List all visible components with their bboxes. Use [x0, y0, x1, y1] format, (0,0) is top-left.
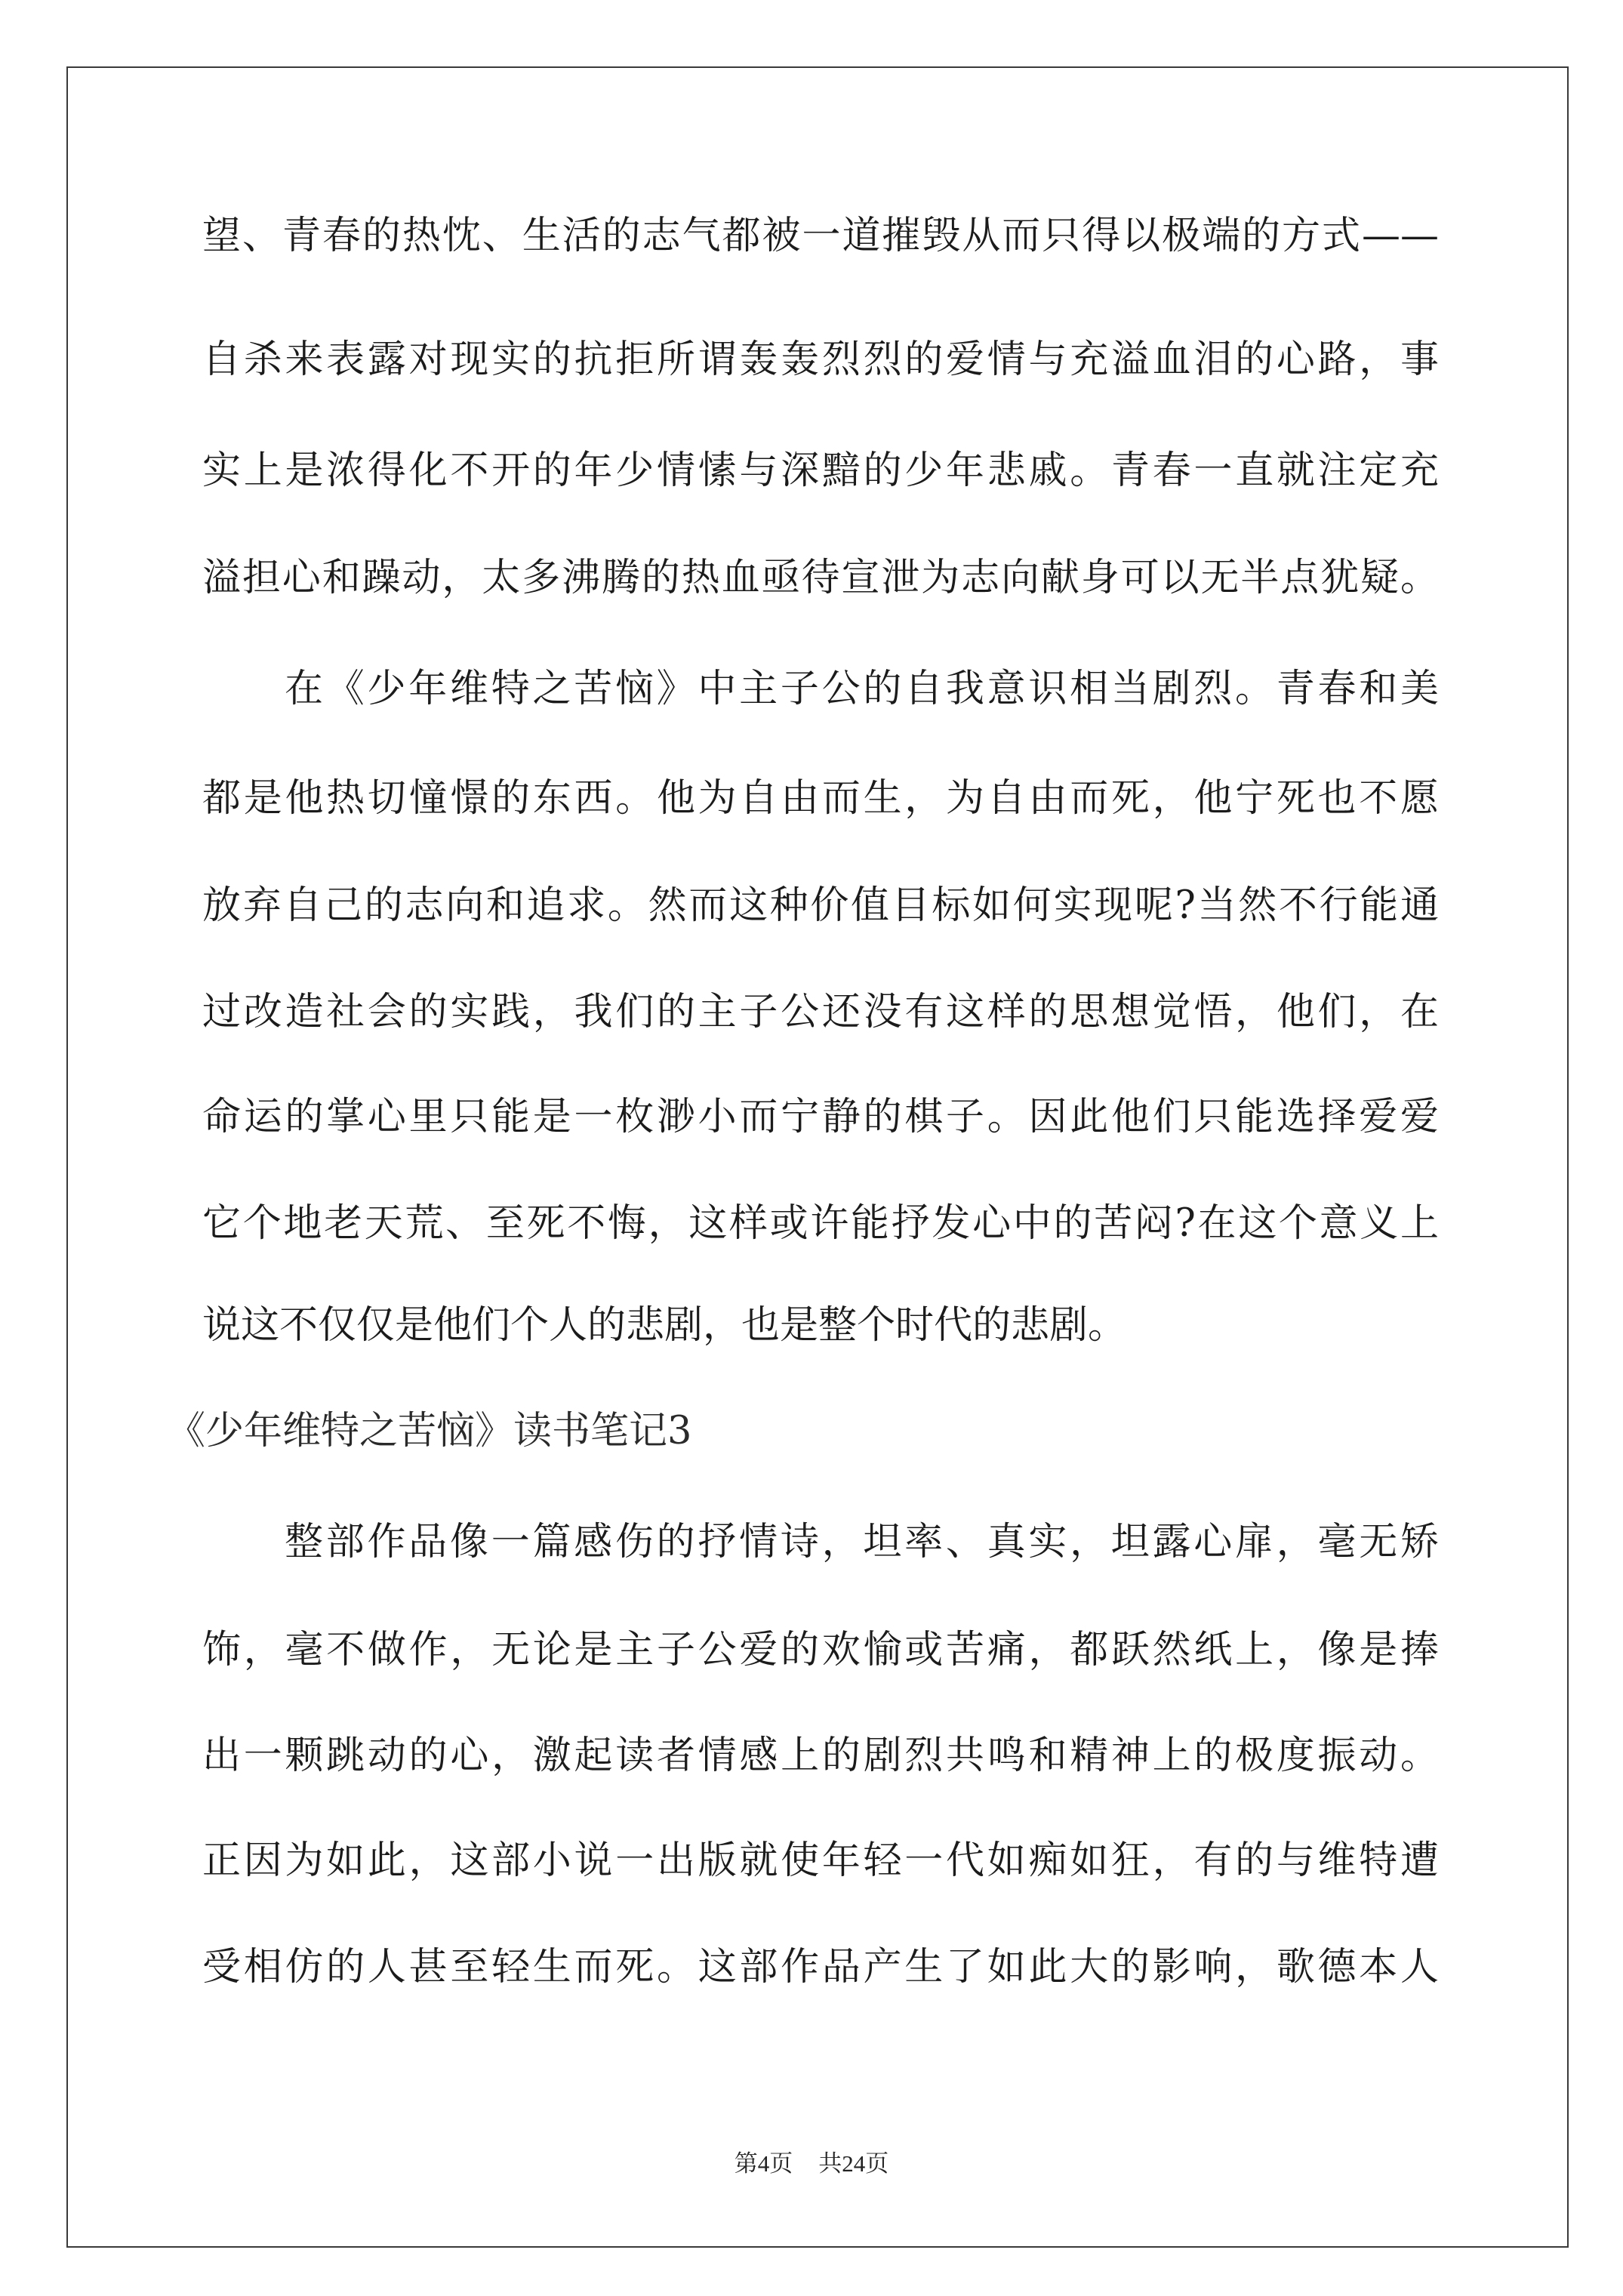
paragraph-line: 自杀来表露对现实的抗拒所谓轰轰烈烈的爱情与充溢血泪的心路，事 [202, 337, 1439, 382]
paragraph-line: 正因为如此，这部小说一出版就使年轻一代如痴如狂，有的与维特遭 [202, 1838, 1439, 1883]
paragraph-line: 出一颗跳动的心，激起读者情感上的剧烈共鸣和精神上的极度振动。 [202, 1734, 1439, 1778]
paragraph-last-line: 说这不仅仅是他们个人的悲剧，也是整个时代的悲剧。 [202, 1303, 1127, 1348]
page-number: 第4页 [734, 2150, 793, 2177]
page-footer [0, 2149, 1623, 2179]
paragraph-line: 都是他热切憧憬的东西。他为自由而生，为自由而死，他宁死也不愿 [202, 776, 1439, 821]
paragraph-line: 放弃自己的志向和追求。然而这种价值目标如何实现呢?当然不行能通 [202, 883, 1439, 928]
paragraph-line: 过改造社会的实践，我们的主子公还没有这样的思想觉悟，他们，在 [202, 990, 1439, 1034]
paragraph-first-line: 在《少年维特之苦恼》中主子公的自我意识相当剧烈。青春和美 [285, 667, 1439, 711]
page-border [66, 66, 1569, 2248]
paragraph-line: 饰，毫不做作，无论是主子公爱的欢愉或苦痛，都跃然纸上，像是捧 [202, 1628, 1439, 1672]
page-total: 共24页 [818, 2150, 889, 2177]
section-heading: 《少年维特之苦恼》读书笔记3 [167, 1409, 692, 1453]
paragraph-line: 望、青春的热忱、生活的志气都被一道摧毁从而只得以极端的方式—— [202, 214, 1439, 258]
paragraph-line: 受相仿的人甚至轻生而死。这部作品产生了如此大的影响，歌德本人 [202, 1945, 1439, 1989]
paragraph-line: 实上是浓得化不开的年少情愫与深黯的少年悲戚。青春一直就注定充 [202, 448, 1439, 493]
paragraph-line: 溢担心和躁动，太多沸腾的热血亟待宣泄为志向献身可以无半点犹疑。 [202, 556, 1439, 600]
paragraph-first-line: 整部作品像一篇感伤的抒情诗，坦率、真实，坦露心扉，毫无矫 [285, 1520, 1439, 1564]
paragraph-line: 它个地老天荒、至死不悔，这样或许能抒发心中的苦闷?在这个意义上 [202, 1201, 1439, 1246]
paragraph-line: 命运的掌心里只能是一枚渺小而宁静的棋子。因此他们只能选择爱爱 [202, 1095, 1439, 1139]
